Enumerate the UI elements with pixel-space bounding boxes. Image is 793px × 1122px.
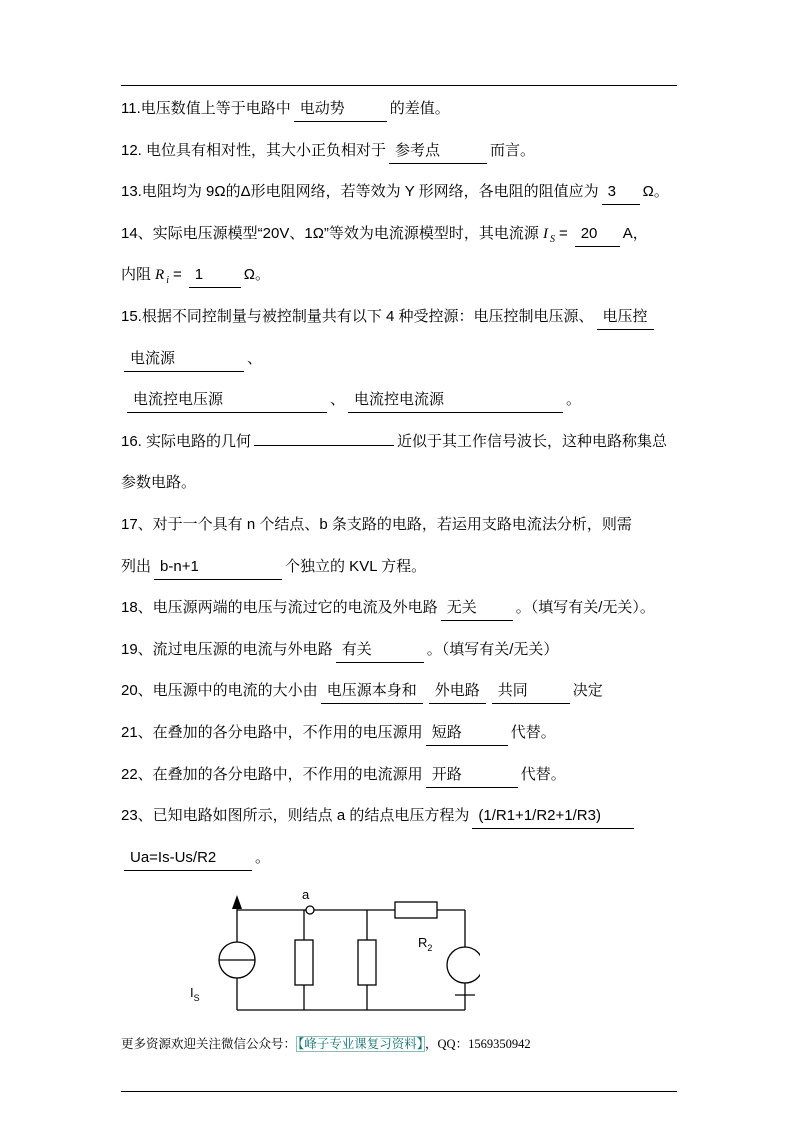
question-11 bbox=[121, 88, 687, 130]
question-15-line-3 bbox=[121, 379, 687, 421]
q19-text-1: 19、流过电压源的电流与外电路 bbox=[121, 640, 333, 658]
question-13 bbox=[121, 171, 687, 213]
q22-text-1: 22、在叠加的各分电路中，不作用的电流源用 bbox=[121, 765, 423, 783]
voltage-source-circle bbox=[447, 947, 480, 983]
q18-text-2: 。（填写有关/无关）。 bbox=[515, 599, 655, 617]
question-18 bbox=[121, 587, 687, 629]
question-19 bbox=[121, 629, 687, 671]
q16-text-1: 16. 实际电路的几何 bbox=[121, 432, 252, 450]
question-17-line-2 bbox=[121, 546, 687, 588]
q21-text-2: 代替。 bbox=[510, 723, 556, 741]
q14-var-is: I bbox=[542, 225, 548, 242]
resistor-r2-label bbox=[418, 935, 432, 953]
q18-text-1: 18、电压源两端的电压与流过它的电流及外电路 bbox=[121, 599, 438, 617]
q15-answer-blank-2: 电流控电压源 bbox=[127, 390, 327, 413]
series-resistor-body bbox=[395, 902, 437, 918]
q23-answer-blank-2: Ua=Is-Us/R2 bbox=[124, 848, 252, 871]
question-12 bbox=[121, 130, 687, 172]
q16-text-2: 近似于其工作信号波长，这种电路称集总 bbox=[397, 432, 668, 450]
question-22 bbox=[121, 754, 687, 796]
q14-text-1: 14、实际电压源模型“20V、1Ω”等效为电流源模型时，其电流源 bbox=[121, 224, 539, 242]
question-16-line-1 bbox=[121, 421, 687, 463]
q15-separator-2: 、 bbox=[330, 391, 346, 409]
question-14-line-1 bbox=[121, 213, 687, 255]
q23-text-1: 23、已知电路如图所示，则结点 a 的结点电压方程为 bbox=[121, 807, 470, 825]
q13-answer-blank: 3 bbox=[602, 182, 640, 205]
q15-answer-blank-1b: 电流源 bbox=[124, 349, 244, 372]
question-21 bbox=[121, 712, 687, 754]
q15-text-1: 15.根据不同控制量与被控制量共有以下 4 种受控源：电压控制电压源、 bbox=[121, 307, 594, 325]
q20-text-1: 20、电压源中的电流的大小由 bbox=[121, 682, 318, 700]
r2-subscript: 2 bbox=[427, 943, 433, 953]
is-label bbox=[190, 985, 200, 1003]
q12-text-2: 而言。 bbox=[490, 141, 536, 159]
is-symbol: I bbox=[190, 985, 194, 1000]
q20-text-2: 决定 bbox=[572, 682, 603, 700]
q17-text-1: 17、对于一个具有 n 个结点、b 条支路的电路，若运用支路电流法分析，则需 bbox=[121, 515, 632, 533]
question-23-line-2 bbox=[121, 837, 687, 879]
q12-answer-blank: 参考点 bbox=[389, 141, 487, 164]
q16-empty-blank bbox=[254, 442, 394, 446]
question-15-line-2 bbox=[121, 338, 687, 380]
q14-text-2: A， bbox=[622, 224, 648, 242]
footer-suffix: ，QQ：1569350942 bbox=[425, 1037, 531, 1051]
footer-highlight: 【峰子专业课复习资料】 bbox=[298, 1037, 424, 1051]
q23-end: 。 bbox=[255, 848, 271, 866]
q17-answer-blank: b-n+1 bbox=[154, 557, 282, 580]
q21-answer-blank: 短路 bbox=[426, 723, 508, 746]
q17-text-2: 列出 bbox=[121, 557, 152, 575]
q20-answer-blank-2: 外电路 bbox=[429, 681, 486, 704]
r2-symbol: R bbox=[418, 935, 428, 950]
question-16-line-2 bbox=[121, 462, 687, 504]
q20-answer-blank-1: 电压源本身和 bbox=[321, 681, 423, 704]
is-subscript: S bbox=[193, 993, 200, 1003]
q14-equals-1: = bbox=[558, 224, 568, 242]
footer-rule bbox=[121, 1091, 677, 1092]
node-a-marker bbox=[306, 906, 314, 914]
q12-text-1: 12. 电位具有相对性，其大小正负相对于 bbox=[121, 141, 387, 159]
q11-answer-blank: 电动势 bbox=[294, 99, 387, 122]
q15-end: 。 bbox=[566, 391, 582, 409]
q19-text-2: 。（填写有关/无关） bbox=[426, 640, 559, 658]
question-17-line-1 bbox=[121, 504, 687, 546]
question-23-line-1 bbox=[121, 795, 687, 837]
q21-text-1: 21、在叠加的各分电路中，不作用的电压源用 bbox=[121, 723, 423, 741]
q22-text-2: 代替。 bbox=[520, 765, 566, 783]
q13-text-1: 13.电阻均为 9Ω的Δ形电阻网络，若等效为 Y 形网络，各电阻的阻值应为 bbox=[121, 183, 599, 201]
circuit-diagram bbox=[160, 885, 480, 1025]
q11-text-1: 11.电压数值上等于电路中 bbox=[121, 100, 291, 117]
q15-answer-blank-3: 电流控电流源 bbox=[348, 390, 563, 413]
q14-answer-blank-2: 1 bbox=[189, 265, 241, 288]
current-arrow-head bbox=[232, 895, 242, 909]
q16-text-3: 参数电路。 bbox=[121, 474, 197, 492]
footer-note bbox=[121, 1034, 531, 1052]
q22-answer-blank: 开路 bbox=[426, 765, 518, 788]
question-15-line-1 bbox=[121, 296, 687, 338]
q13-text-2: Ω。 bbox=[642, 183, 669, 201]
node-a-label: a bbox=[302, 887, 310, 902]
question-20 bbox=[121, 670, 687, 712]
resistor1-body bbox=[295, 940, 313, 985]
q19-answer-blank: 有关 bbox=[336, 640, 424, 663]
q14-answer-blank-1: 20 bbox=[575, 224, 620, 247]
q20-answer-blank-3: 共同 bbox=[492, 681, 570, 704]
q14-var-ri-sub: i bbox=[166, 275, 169, 287]
q11-text-2: 的差值。 bbox=[389, 100, 450, 117]
q15-answer-blank-1a: 电压控 bbox=[597, 307, 654, 330]
resistor2-body bbox=[358, 940, 376, 985]
q17-text-3: 个独立的 KVL 方程。 bbox=[285, 557, 427, 575]
questions-list bbox=[121, 88, 687, 878]
footer-prefix: 更多资源欢迎关注微信公众号： bbox=[121, 1037, 297, 1051]
q23-answer-blank-1: (1/R1+1/R2+1/R3) bbox=[472, 806, 634, 829]
header-rule bbox=[121, 85, 677, 86]
q14-equals-2: = bbox=[172, 266, 182, 284]
q15-separator-1: 、 bbox=[247, 349, 263, 367]
q14-text-4: Ω。 bbox=[243, 266, 270, 284]
q14-text-3: 内阻 bbox=[121, 266, 152, 284]
q14-var-is-sub: S bbox=[549, 233, 555, 245]
q18-answer-blank: 无关 bbox=[441, 598, 513, 621]
question-14-line-2 bbox=[121, 254, 687, 296]
q14-var-ri: R bbox=[155, 267, 165, 284]
